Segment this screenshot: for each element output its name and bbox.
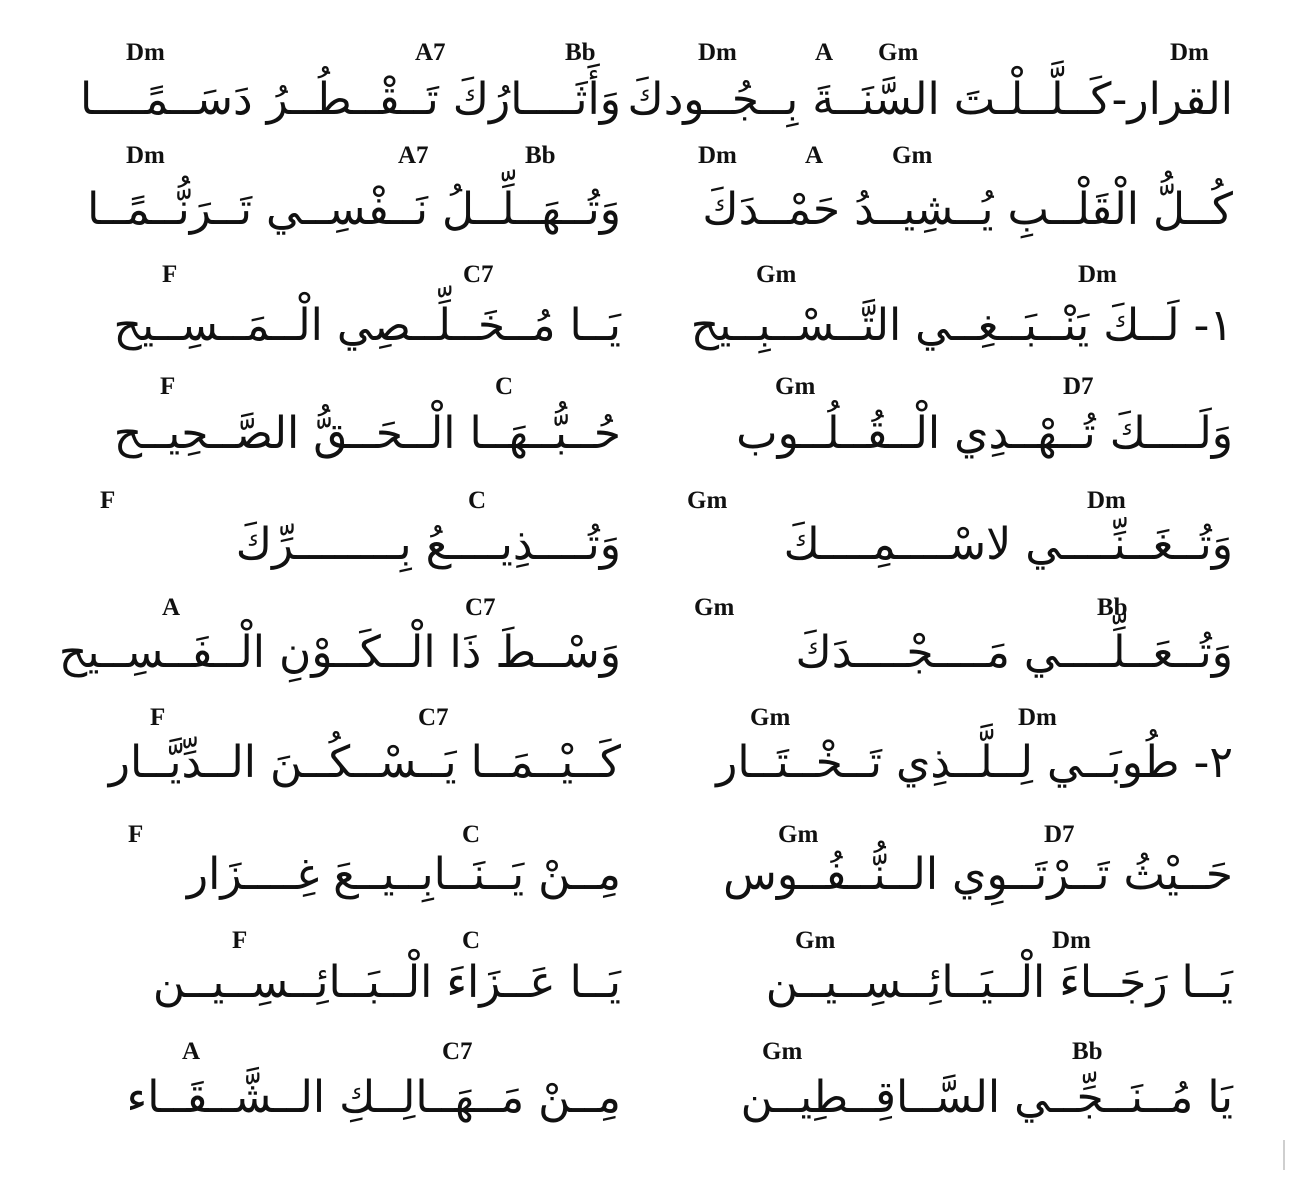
lyric-line: كُــلُّ الْقَلْــبِ يُــشِيــدُ حَمْــدَكَ [702,184,1233,235]
lyric-line: ١- لَــكَ يَنْــبَــغِــي التَّــسْــبِــيح [690,300,1233,351]
chord-symbol: F [232,927,248,954]
chord-symbol: Bb [1072,1038,1103,1065]
lyric-line: مِــنْ يَــنَــابِــيــعَ غِــــزَار [186,849,621,900]
chord-symbol: Bb [1097,594,1128,621]
chord-symbol: Dm [1052,927,1091,954]
chord-symbol: Dm [126,142,165,169]
lyric-line: حُــبُّــهَــا الْــحَــقُّ الصَّــحِيــح [113,408,621,459]
chord-symbol: A [805,142,824,169]
chord-symbol: Gm [775,373,816,400]
lyric-line: القرار-كَــلَّــلْـتَ السَّنَــةَ بِــجُــودكَ [627,74,1233,125]
lyric-line: حَــيْثُ تَــرْتَــوِي الــنُّــفُــوس [723,849,1233,900]
chord-symbol: Bb [525,142,556,169]
lyric-line: مِــنْ مَــهَــالِــكِ الــشَّــقَــاء [126,1072,621,1123]
chord-symbol: D7 [1063,373,1094,400]
chord-symbol: F [150,704,166,731]
chord-symbol: C7 [418,704,449,731]
chord-symbol: A [815,39,834,66]
chord-symbol: Gm [694,594,735,621]
chord-symbol: Dm [698,39,737,66]
chord-symbol: C [462,821,481,848]
chord-symbol: F [160,373,176,400]
chord-symbol: C7 [463,261,494,288]
scan-edge-mark [1283,1140,1285,1170]
lyric-line: وَتُــغَــنِّــــي لاسْــــمِــــكَ [783,519,1233,570]
lyric-line: وَأَثَــــارُكَ تَــقْــطُــرُ دَسَــمًــــا [79,74,621,125]
chord-symbol: C [462,927,481,954]
chord-symbol: Dm [1078,261,1117,288]
chord-symbol: Dm [1018,704,1057,731]
chord-symbol: Gm [756,261,797,288]
chord-symbol: C7 [442,1038,473,1065]
chord-symbol: C [468,487,487,514]
chord-symbol: Gm [687,487,728,514]
lyric-line: وَلَــــكَ تُــهْــدِي الْــقُــلُــوب [736,408,1233,459]
chord-symbol: Gm [778,821,819,848]
chord-symbol: Gm [795,927,836,954]
chord-symbol: C7 [465,594,496,621]
lyric-line: وَتُــــذِيــــعُ بِــــــــرِّكَ [235,519,621,570]
chord-symbol: F [162,261,178,288]
lyric-line: وَتُــهَــلِّــلُ نَــفْسِــي تَــرَنُّــمًــا [87,184,621,235]
chord-symbol: Gm [750,704,791,731]
lyric-line: يَــا عَــزَاءَ الْــبَــائِــسِــيــن [152,957,621,1008]
chord-symbol: F [100,487,116,514]
chord-symbol: Gm [892,142,933,169]
chord-symbol: Gm [878,39,919,66]
lyric-line: يَــا رَجَــاءَ الْــيَــائِــسِــيــن [765,957,1233,1008]
chord-symbol: Dm [1087,487,1126,514]
chord-symbol: Dm [126,39,165,66]
chord-symbol: Bb [565,39,596,66]
chord-symbol: D7 [1044,821,1075,848]
chord-symbol: Dm [698,142,737,169]
chord-symbol: A [162,594,181,621]
chord-symbol: A7 [415,39,446,66]
lyric-line: ٢- طُوبَــي لِــلَّــذِي تَــخْــتَــار [716,737,1233,788]
lyric-line: يَا مُــنَــجِّــي السَّــاقِــطِيــن [740,1072,1233,1123]
lyric-line: كَــيْــمَــا يَــسْــكُــنَ الــدِّيَّــار [108,737,621,788]
lyric-line: وَتُــعَــلِّــــي مَــــجْــــدَكَ [795,627,1233,678]
chord-symbol: A [182,1038,201,1065]
chord-symbol: Dm [1170,39,1209,66]
lyric-line: يَــا مُــخَــلِّــصِي الْــمَــسِــيح [113,300,621,351]
chord-symbol: C [495,373,514,400]
chord-symbol: Gm [762,1038,803,1065]
lyric-line: وَسْــطَ ذَا الْــكَــوْنِ الْــفَــسِــيح [58,627,621,678]
chord-symbol: F [128,821,144,848]
chord-symbol: A7 [398,142,429,169]
